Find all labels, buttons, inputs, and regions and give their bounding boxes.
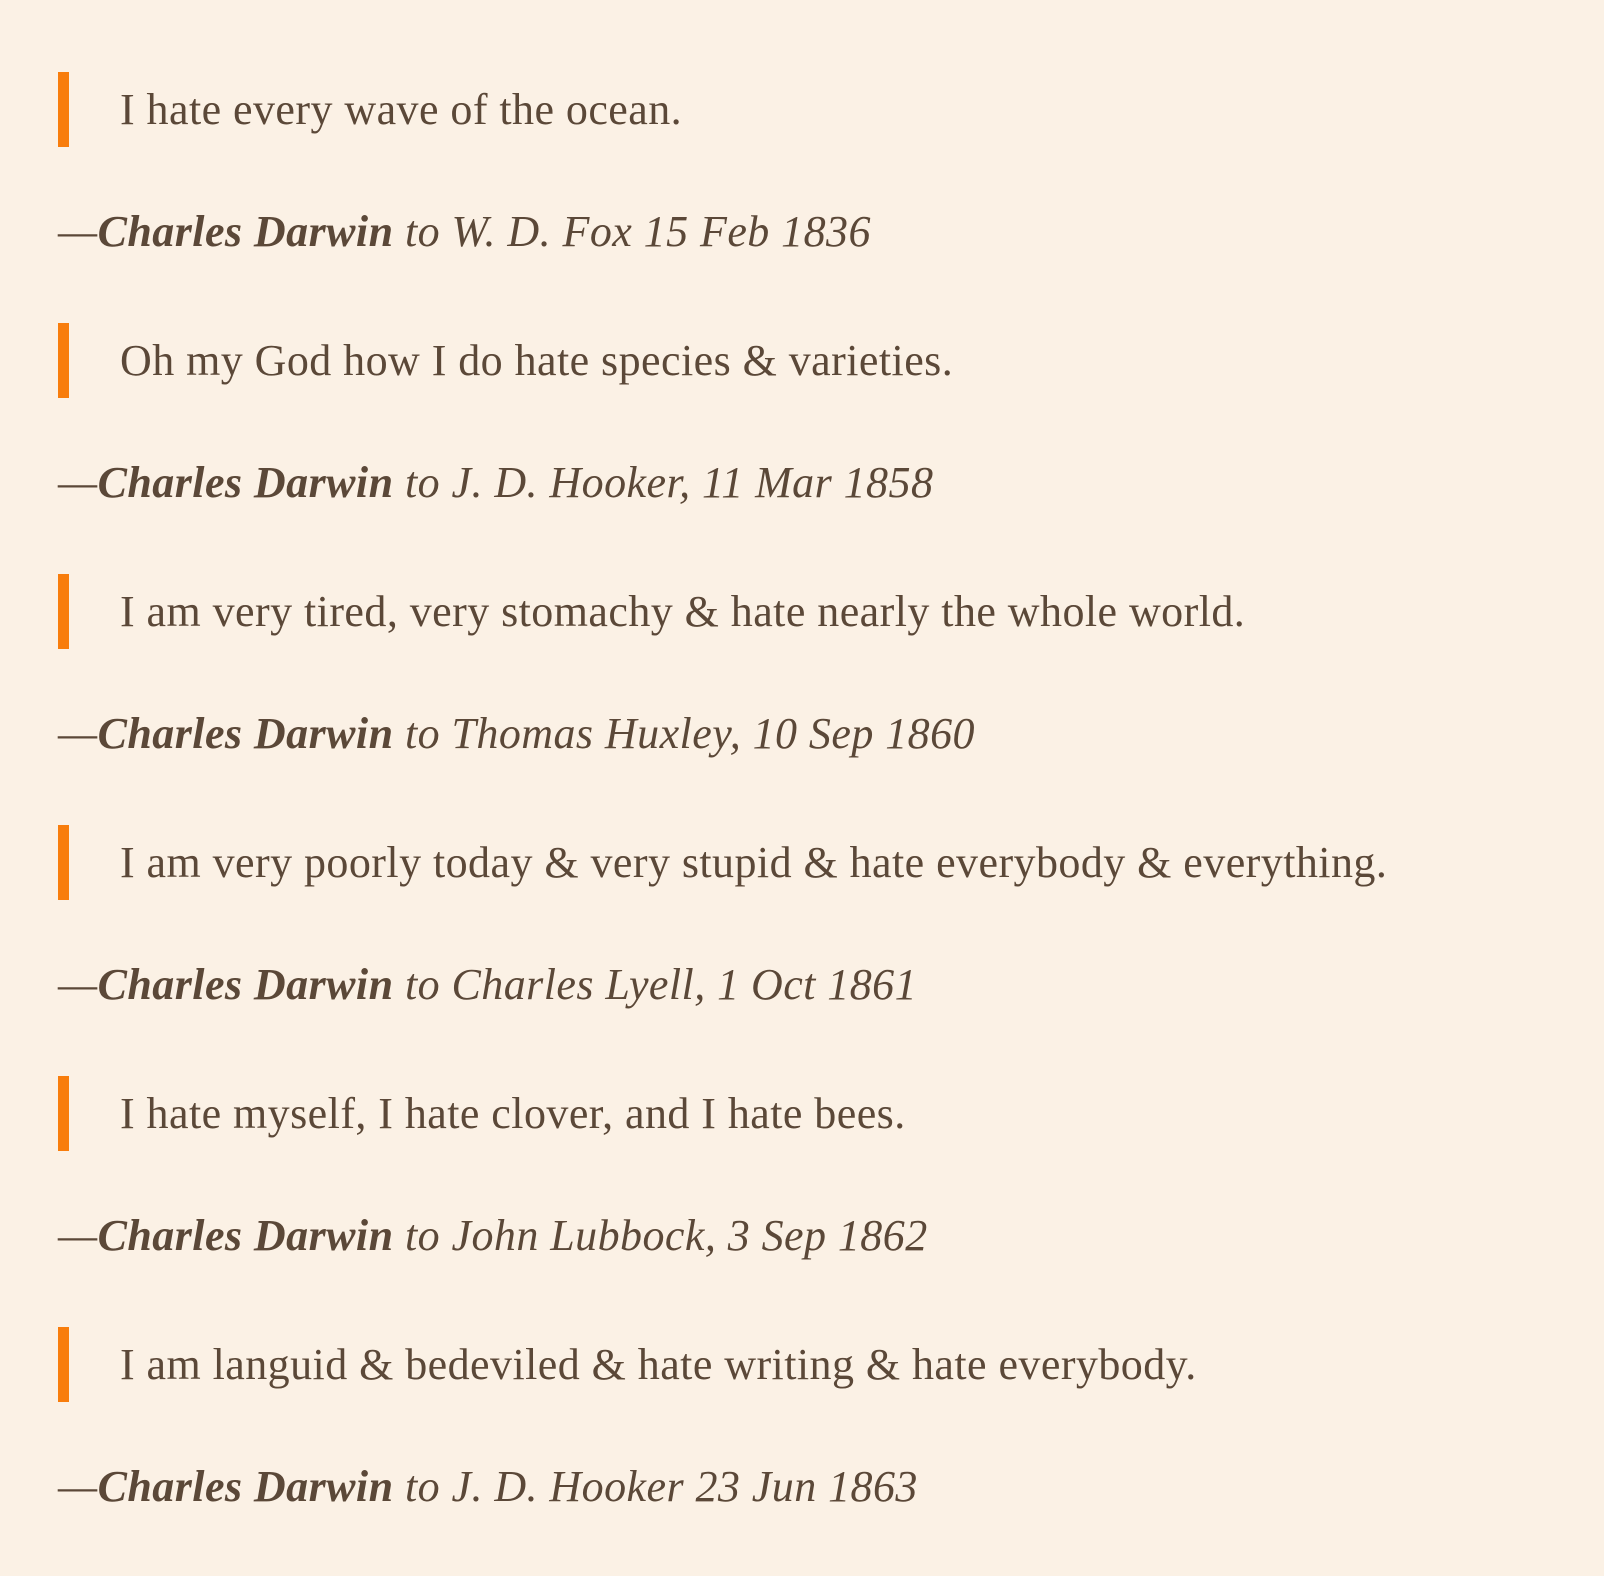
quote-attribution — [58, 960, 1564, 1010]
quote-attribution — [58, 1462, 1564, 1512]
attribution-detail: to John Lubbock, 3 Sep 1862 — [393, 1211, 928, 1260]
quote — [58, 574, 1564, 649]
attribution-dash: — — [58, 960, 98, 1009]
quote-accent-bar — [58, 574, 69, 649]
attribution-dash: — — [58, 458, 98, 507]
quote-accent-bar — [58, 323, 69, 398]
quote-accent-bar — [58, 1076, 69, 1151]
quote — [58, 825, 1564, 900]
quote — [58, 323, 1564, 398]
attribution-author: Charles Darwin — [97, 207, 394, 256]
quote-attribution — [58, 709, 1564, 759]
quote-text: I am very tired, very stomachy & hate nearly the whole world. — [120, 587, 1246, 636]
attribution-dash: — — [58, 1211, 98, 1260]
attribution-detail: to W. D. Fox 15 Feb 1836 — [393, 207, 871, 256]
quote-accent-bar — [58, 825, 69, 900]
quote-block — [58, 72, 1564, 257]
attribution-author: Charles Darwin — [97, 709, 394, 758]
quote-accent-bar — [58, 72, 69, 147]
attribution-dash: — — [58, 1462, 98, 1511]
attribution-dash: — — [58, 207, 98, 256]
quote — [58, 1076, 1564, 1151]
quote-block — [58, 574, 1564, 759]
attribution-author: Charles Darwin — [97, 1462, 394, 1511]
quote-block — [58, 323, 1564, 508]
quote — [58, 1327, 1564, 1402]
quote-text: Oh my God how I do hate species & varieties. — [120, 336, 954, 385]
attribution-dash: — — [58, 709, 98, 758]
quote — [58, 72, 1564, 147]
attribution-author: Charles Darwin — [97, 458, 394, 507]
attribution-detail: to J. D. Hooker 23 Jun 1863 — [393, 1462, 918, 1511]
quote-block — [58, 1327, 1564, 1512]
attribution-detail: to Charles Lyell, 1 Oct 1861 — [393, 960, 918, 1009]
quote-list — [58, 72, 1564, 1512]
quote-attribution — [58, 458, 1564, 508]
quote-text: I am very poorly today & very stupid & hate everybody & everything. — [120, 838, 1388, 887]
attribution-detail: to Thomas Huxley, 10 Sep 1860 — [393, 709, 975, 758]
quote-accent-bar — [58, 1327, 69, 1402]
quote-text: I hate every wave of the ocean. — [120, 85, 683, 134]
quote-text: I am languid & bedeviled & hate writing & hate everybody. — [120, 1340, 1197, 1389]
quote-block — [58, 1076, 1564, 1261]
quote-attribution — [58, 1211, 1564, 1261]
attribution-detail: to J. D. Hooker, 11 Mar 1858 — [393, 458, 934, 507]
quote-text: I hate myself, I hate clover, and I hate bees. — [120, 1089, 906, 1138]
attribution-author: Charles Darwin — [97, 960, 394, 1009]
quote-block — [58, 825, 1564, 1010]
attribution-author: Charles Darwin — [97, 1211, 394, 1260]
quote-attribution — [58, 207, 1564, 257]
